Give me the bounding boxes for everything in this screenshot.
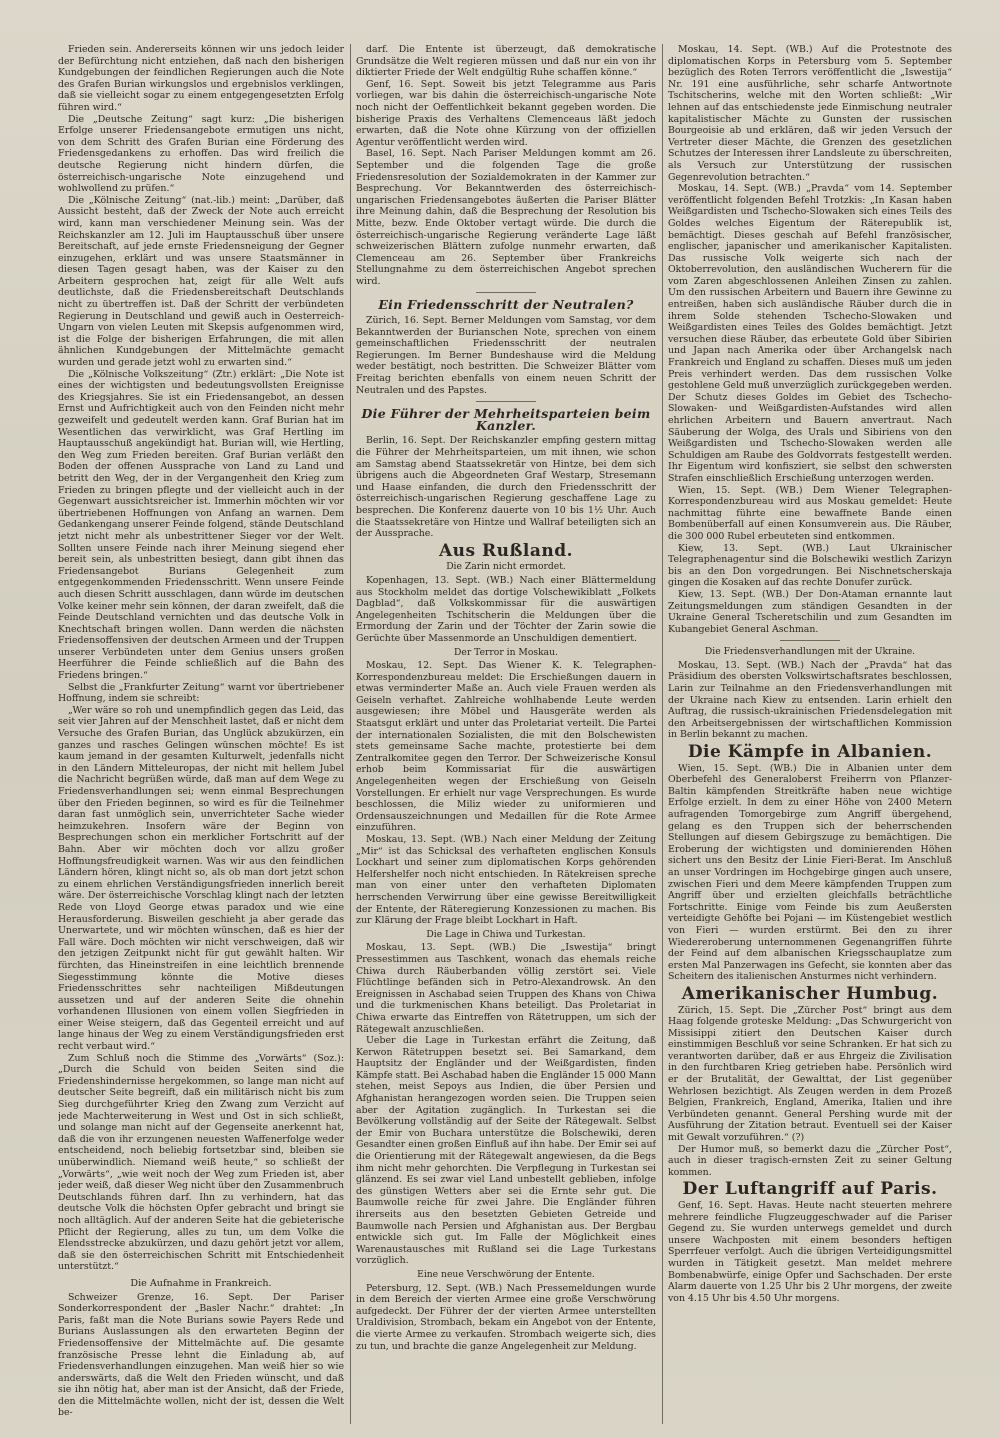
paragraph: Wien, 15. Sept. (WB.) Die in Albanien unter dem Oberbefehl des Generaloberst Freiherrn von Pflanzer-Baltin kämpfenden Streitkräfte haben neue wichtige Erfolge erzielt. In dem zu einer Höhe von 2400 Metern aufragenden Tomorgebirge zum Angriff übergehend, gelang es den Truppen sich der beherrschenden Stellungen auf diesem Gebirgszuge zu bemächtigen. Die Eroberung der wichtigsten und dominierenden Höhen sichert uns den Besitz der Linie Fieri-Berat. Im Anschluß an unser Vordringen im Hochgebirge gingen auch unsere, zwischen Fieri und dem Meere kämpfenden Truppen zum Angriff über und erzielten gleichfalls beträchtliche Fortschritte. Einige vom Feinde bis zum Aeußersten verteidigte Gehöfte bei Pojani — im Küstengebiet westlich von Fieri — wurden erstürmt. Bei den zu ihrer Wiedereroberung unternommenen Gegenangriffen führte der Feind auf dem albanischen Kriegsschauplatze zum ersten Mal Panzerwagen ins Gefecht, sie konnten aber das Scheitern des italienischen Ansturmes nicht verhindern. — [668, 762, 952, 983]
separator — [476, 401, 536, 402]
paragraph: Zürich, 15. Sept. Die „Zürcher Post“ bringt aus dem Haag folgende groteske Meldung: „Das Schwurgericht von Missisippi zitiert den Deutschen Kaiser durch einstimmigen Beschluß vor seine Schranken. Er hat sich zu verantworten darüber, daß er aus Ehrgeiz die Zivilisation in den furchtbaren Krieg getrieben habe. Persönlich wird er der Brutalität, der Gewalttat, der List gegenüber Wehrlosen bezichtigt. Als Zeugen werden in dem Prozeß Belgien, Frankreich, England, Amerika, Italien und ihre Verbündeten genannt. General Pershing wurde mit der Ausführung der Zitation betraut. Eventuell sei der Kaiser mit Gewalt vorzuführen.“ (?) — [668, 1004, 952, 1144]
subheading: Die Zarin nicht ermordet. — [446, 561, 566, 573]
column-right — [668, 44, 952, 1424]
headline: Aus Rußland. — [438, 540, 574, 561]
separator — [476, 292, 536, 293]
paragraph: Kiew, 13. Sept. (WB.) Laut Ukrainischer Telegraphenagentur sind die Bolschewiki westlich Zarizyn bis an den Don vorgedrungen. Bei Nischnetscherskaja gingen die Kosaken auf das rechte Donufer zurück. — [668, 542, 952, 589]
subheading: Die Friedensverhandlungen mit der Ukraine. — [704, 646, 916, 658]
paragraph: Kiew, 13. Sept. (WB.) Der Don-Ataman ernannte laut Zeitungsmeldungen zum ständigen Gesandten in der Ukraine General Tscheretschilin und zum Gesandten im Kubangebiet General Aschman. — [668, 588, 952, 635]
paragraph: Die „Kölnische Zeitung“ (nat.-lib.) meint: „Darüber, daß Aussicht besteht, daß der Zweck der Note auch erreicht wird, kann man verschiedener Meinung sein. Was der Reichskanzler am 12. Juli im Hauptausschuß über unsere Bereitschaft, auf jede ernste Friedensneigung der Gegner einzugehen, erklärt und was unsere Staatsmänner in diesen Tagen gesagt haben, was der Kaiser zu den Arbeitern gesprochen hat, zeigt für alle Welt aufs deutlichste, daß die Friedensbereitschaft Deutschlands nicht zu übertreffen ist. Daß der Schritt der verbündeten Regierung in Deutschland und gewiß auch in Oesterreich-Ungarn von vielen Leuten mit Skepsis aufgenommen wird, ist die Folge der bisherigen Erfahrungen, die mit allen ähnlichen Kundgebungen der Mittelmächte gemacht wurden und gerade jetzt wohl zu erwarten sind.“ — [58, 194, 344, 369]
paragraph: Die „Deutsche Zeitung“ sagt kurz: „Die bisherigen Erfolge unserer Friedensangebote ermutigen uns nicht, von dem Schritt des Grafen Burian eine Förderung des Friedensgedankens zu erhoffen. Das wird freilich die deutsche Regierung nicht hindern dürfen, die österreichisch-ungarische Note einzugehend und wohlwollend zu prüfen.“ — [58, 113, 344, 195]
column-rule — [350, 44, 351, 1424]
paragraph: Genf, 16. Sept. Soweit bis jetzt Telegramme aus Paris vorliegen, war bis dahin die österreichisch-ungarische Note noch nicht der Oeffentlichkeit bekannt gegeben worden. Die bisherige Praxis des Verhaltens Clemenceaus läßt jedoch erwarten, daß die Note ohne Kürzung von der offiziellen Agentur veröffentlicht werden wird. — [356, 78, 656, 148]
paragraph: Zum Schluß noch die Stimme des „Vorwärts“ (Soz.): „Durch die Schuld von beiden Seiten sind die Friedenshindernisse hergekommen, so lange man nicht auf deutscher Seite begreift, daß ein militärisch nicht bis zum Sieg durchgeführter Krieg den Zwang zum Verzicht auf jede Machterweiterung in West und Ost in sich schließt, und solange man nicht auf der Gegenseite anerkennt hat, daß die von ihr erzungenen neuesten Waffenerfolge weder entscheidend, noch beliebig fortsetzbar sind, bleiben sie unüberwindlich. Niemand weiß heute,“ so schließt der „Vorwärts“, „wie weit noch der Weg zum Frieden ist, aber jeder weiß, daß dieser Weg nicht über den Zusammenbruch Deutschlands führen darf. Ihn zu verhindern, hat das deutsche Volk die höchsten Opfer gebracht und bringt sie noch alltäglich. Auf der anderen Seite hat die gebieterische Pflicht der Regierung, alles zu tun, um dem Volke die Elendsstrecke abzukürzen, und dazu gehört jetzt vor allem, daß sie den österreichischen Schritt mit Entschiedenheit unterstützt.“ — [58, 1052, 344, 1273]
paragraph: Der Humor muß, so bemerkt dazu die „Zürcher Post“, auch in dieser tragisch-ernsten Zeit zu seiner Geltung kommen. — [668, 1143, 952, 1178]
paragraph: Ueber die Lage in Turkestan erfährt die Zeitung, daß Kerwon Rätetruppen besetzt sei. Bei Samarkand, dem Hauptsitz der Engländer und der Weißgardisten, finden Kämpfe statt. Bei Aschabad haben die Engländer 15 000 Mann stehen, meist Sepoys aus Indien, die über Persien und Afghanistan herangezogen worden seien. Die Truppen seien aber der Agitation zugänglich. In Turkestan sei die Bevölkerung vollständig auf der Seite der Rätegewalt. Selbst der Emir von Buchara unterstütze die Bolschewiki, deren Gesandter einen großen Einfluß auf ihn habe. Der Emir sei auf die Orientierung mit der Rätegewalt angewiesen, da die Begs ihm nicht mehr gehorchten. Die Verpflegung in Turkestan sei glänzend. Es sei zwar viel Land unbestellt geblieben, infolge des günstigen Wetters aber sei die Ernte sehr gut. Die Baumwolle reiche für zwei Jahre. Die Engländer führen ihrerseits aus den besetzten Gebieten Getreide und Baumwolle nach Persien und Afghanistan aus. Der Bergbau entwickle sich gut. Im Falle der Möglichkeit eines Warenaustausches mit Rußland sei die Lage Turkestans vorzüglich. — [356, 1035, 656, 1267]
paragraph: Moskau, 13. Sept. (WB.) Nach der „Pravda“ hat das Präsidium des obersten Volkswirtschaftsrates beschlossen, Larin zur Teilnahme an den Friedensverhandlungen mit der Ukraine nach Kiew zu entsenden. Larin erhielt den Auftrag, die russisch-ukrainischen Friedensdelegation mit den Arbeitsergebnissen der wirtschaftlichen Kommission in Berlin bekannt zu machen. — [668, 659, 952, 741]
paragraph: Moskau, 13. Sept. (WB.) Nach einer Meldung der Zeitung „Mir“ ist das Schicksal des verhafteten englischen Konsuls Lockhart und seiner zum diplomatischen Korps gehörenden Helfershelfer noch nicht entschieden. In Rätekreisen spreche man von einer unter den verhafteten Diplomaten herrschenden Verwirrung über eine gewisse Bereitwilligkeit der Entente, der Räteregierung Konzessionen zu machen. Bis zur Klärung der Frage bleibt Lockhart in Haft. — [356, 834, 656, 927]
headline: Ein Friedensschritt der Neutralen? — [378, 297, 634, 313]
separator — [780, 640, 840, 641]
subheading: Die Lage in Chiwa und Turkestan. — [426, 928, 586, 940]
paragraph: Moskau, 12. Sept. Das Wiener K. K. Telegraphen-Korrespondenzbureau meldet: Die Erschießungen dauern in etwas verminderter Maße an. Auch viele Frauen werden als Geiseln verhaftet. Zahlreiche wohlhabende Leute werden ausgewiesen; ihre Möbel und Hausgeräte werden als Staatsgut erklärt und unter das Proletariat verteilt. Die Partei der internationalen Sozialisten, die mit den Bolschewisten stets gemeinsame Sache machte, protestierte bei dem Zentralkomitee gegen den Terror. Der Schweizerische Konsul erhob beim Kommissariat für die auswärtigen Angelegenheiten wegen der Erschießung von Geiseln Vorstellungen. Er erhielt nur vage Versprechungen. Es wurde beschlossen, die Miliz wieder zu uniformieren und Ordensauszeichnungen und Medaillen für die Rote Armee einzuführen. — [356, 660, 656, 834]
column-rule — [662, 44, 663, 1424]
subheading: Eine neue Verschwörung der Entente. — [417, 1268, 595, 1280]
paragraph: Moskau, 14. Sept. (WB.) Auf die Protestnote des diplomatischen Korps in Petersburg vom 5. September bezüglich des Roten Terrors veröffentlicht die „Iswestija“ Nr. 191 eine ausführliche, sehr scharfe Antwortnote Tschitscherins, welche mit den Worten schließt: „Wir lehnen auf das entschiedenste jede Einmischung neutraler kapitalistischer Mächte zu Gunsten der russischen Bourgeoisie ab und erklären, daß wir jeden Versuch der Vertreter dieser Mächte, die Grenzen des gesetzlichen Schutzes der Interessen ihrer Landsleute zu überschreiten, als Versuch zur Unterstützung der russischen Gegenrevolution betrachten.“ — [668, 44, 952, 183]
paragraph: Kopenhagen, 13. Sept. (WB.) Nach einer Blättermeldung aus Stockholm meldet das dortige Volschewikiblatt „Folkets Dagblad“, daß Volkskommissar für die auswärtigen Angelegenheiten Tschitscherin die Meldungen über die Ermordung der Zarin und der Töchter der Zarin sowie die Gerüchte über Massenmorde an Unschuldigen dementiert. — [356, 574, 656, 644]
headline: Der Luftangriff auf Paris. — [682, 1179, 938, 1200]
column-middle — [356, 44, 656, 1424]
paragraph: darf. Die Entente ist überzeugt, daß demokratische Grundsätze die Welt regieren müssen und daß nur ein von ihr diktierter Friede der Welt endgültig Ruhe schaffen könne.“ — [356, 44, 656, 79]
paragraph: Die „Kölnische Volkszeitung“ (Ztr.) erklärt: „Die Note ist eines der wichtigsten und bedeutungsvollsten Ereignisse des Kriegsjahres. Sie ist ein Friedensangebot, an dessen Ernst und Aufrichtigkeit auch von den Feinden nicht mehr gezweifelt und gedeutelt werden kann. Graf Burian hat im Wesentlichen das verwirklicht, was Graf Hertling im Hauptausschuß angekündigt hat. Burian will, wie Hertling, den Weg zum Frieden bereiten. Graf Burian verläßt den Boden der offenen Aussprache von Land zu Land und betritt den Weg, der in der Vergangenheit den Krieg zum Frieden zu bringen pflegte und der vielleicht auch in der Gegenwart aussichtsreicher ist. Immerhin möchten wir vor übertriebenen Hoffnungen von Anfang an warnen. Dem Gedankengang unserer Feinde folgend, stände Deutschland jetzt nicht mehr als unbestrittener Sieger vor der Welt. Sollten unsere Feinde nach ihrer Meinung siegend eher bereit sein, als unbestritten besiegt, dann gibt ihnen das Friedensangebot Burians Gelegenheit zum entgegenkommenden Friedensschritt. Wenn unsere Feinde auch diesen Schritt ausschlagen, dann würde im deutschen Volke keiner mehr sein können, der daran zweifelt, daß die Feinde Deutschland vernichten und das deutsche Volk in Knechtschaft bringen wollen. Dann werden die nächsten Friedensoffensiven der deutschen Armeen und der Truppen unserer Verbündeten unter dem Genius unsers großen Heerführer die Feinde schließlich auf die Bahn des Friedens bringen.“ — [58, 368, 344, 682]
subheading: Der Terror in Moskau. — [454, 646, 558, 658]
paragraph: Moskau, 14. Sept. (WB.) „Pravda“ vom 14. September veröffentlicht folgenden Befehl Trotzkis: „In Kasan haben Weißgardisten und Tschecho-Slowaken sich eines Teils des Goldes welches Eigentum der Räterepublik ist, bemächtigt. Dieses geschah auf Befehl französischer, englischer, japanischer und amerikanischer Kapitalisten. Das russische Volk weigerte sich nach der Oktoberrevolution, den ausländischen Wucherern für die vom Zaren abgeschlossenen Anleihen Zinsen zu zahlen. Um den russischen Arbeitern und Bauern ihre Gewinne zu entreißen, haben sich ausländische Räuber durch die in ihrem Solde stehenden Tschecho-Slowaken und Weißgardisten eines Teiles des Goldes bemächtigt. Jetzt versuchen diese Räuber, das erbeutete Gold über Sibirien und Japan nach Amerika oder über Archangelsk nach Frankreich und England zu schaffen. Dieses muß um jeden Preis verhindert werden. Das dem russischen Volke gestohlene Geld muß unverzüglich zurückgegeben werden. Der Schutz dieses Goldes im Gebiet des Tschecho-Slowaken- und Weißgardisten-Aufstandes wird allen ehrlichen Arbeitern und Bauern anvertraut. Nach Säuberung der Wolga, des Urals und Sibiriens von den Weißgardisten und Tschecho-Slowaken werden alle Schuldigen am Raube des Goldvorrats festgestellt werden. Ihr Eigentum wird konfisziert, sie selbst den schwersten Strafen einschließlich Erschießung unterzogen werden. — [668, 183, 952, 484]
paragraph: „Wer wäre so roh und unempfindlich gegen das Leid, das seit vier Jahren auf der Menschheit lastet, daß er nicht dem Versuche des Grafen Burian, das Unglück abzukürzen, ein ganzes und rasches Gelingen wünschen möchte! Es ist kaum jemand in der gesamten Kulturwelt, jedenfalls nicht in den Ländern Mitteleuropas, der nicht mit hellem Jubel die Nachricht begrüßen würde, daß man auf dem Wege zu Friedensverhandlungen sei; wenn einmal Besprechungen über den Frieden beginnen, so wird es für die Teilnehmer daran fast unmöglich sein, unverrichteter Sache wieder heimzukehren. Insofern wäre der Beginn von Besprechungen schon ein merklicher Fortschritt auf der Bahn. Aber wir möchten doch vor allzu großer Hoffnungsfreudigkeit warnen. Was wir aus den feindlichen Ländern hören, klingt nicht so, als ob man dort jetzt schon zu einem ehrlichen Verständigungsfrieden innerlich bereit wäre. Der österreichische Vorschlag klingt nach der letzten Rede von Lloyd George etwas paradox und wie eine Herausforderung. Bisweilen geschieht ja aber gerade das Unerwartete, und wir möchten wünschen, daß es hier der Fall wäre. Doch möchten wir nicht verschweigen, daß wir den jetzigen Zeitpunkt nicht für gut gewählt halten. Wir fürchten, das Hineinstreifen in eine leichtlich brennende Siegesstimmung könnte die Motive dieses Friedensschrittes sehr nachteiligen Mißdeutungen aussetzen und auf der anderen Seite die ohnehin vorhandenen Illusionen von einem vollen Siegfrieden in einer Weise steigern, daß das Gegenteil erreicht und auf lange hinaus der Weg zu einem Verständigungsfrieden erst recht verbaut wird.“ — [58, 704, 344, 1053]
paragraph: Genf, 16. Sept. Havas. Heute nacht steuerten mehrere mehrere feindliche Flugzeuggeschwader auf die Pariser Gegend zu. Sie wurden unterwegs gemeldet und durch unsere Wachposten mit einem besonders heftigen Sperrfeuer verfolgt. Auch die übrigen Verteidigungsmittel wurden in Tätigkeit gesetzt. Man meldet mehrere Bombenabwürfe, einige Opfer und Sachschaden. Der erste Alarm dauerte von 1.25 Uhr bis 2 Uhr morgens, der zweite von 4.15 Uhr bis 4.50 Uhr morgens. — [668, 1200, 952, 1304]
paragraph: Selbst die „Frankfurter Zeitung“ warnt vor übertriebener Hoffnung, indem sie schreibt: — [58, 681, 344, 705]
paragraph: Frieden sein. Andererseits können wir uns jedoch leider der Befürchtung nicht entziehen, daß nach den bisherigen Kundgebungen der feindlichen Regierungen auch die Note des Grafen Burian wirkungslos und ergebnislos verklingen, daß sie vielleicht sogar zu einem entgegengesetzten Erfolg führen wird.“ — [58, 44, 344, 113]
paragraph: Petersburg, 12. Sept. (WB.) Nach Pressemeldungen wurde in dem Bereich der vierten Armee eine große Verschwörung aufgedeckt. Der Führer der der vierten Armee unterstellten Uraldivision, Strombach, bekam ein Angebot von der Entente, die vierte Armee zu verkaufen. Strombach weigerte sich, dies zu tun, und brachte die ganze Angelegenheit zur Meldung. — [356, 1282, 656, 1352]
headline: Die Führer der Mehrheitsparteien beim Kanzler. — [361, 406, 651, 433]
section-heading: Die Aufnahme in Frankreich. — [130, 1277, 272, 1289]
column-left — [58, 44, 344, 1424]
paragraph: Basel, 16. Sept. Nach Pariser Meldungen kommt am 26. September und die folgenden Tage die große Friedensresolution der Sozialdemokraten in der Kammer zur Besprechung. Vor Bekanntwerden des österreichisch-ungarischen Friedensangebotes äußerten die Pariser Blätter ihre Meinung dahin, daß die Besprechung der Resolution bis Mitte, bezw. Ende Oktober vertagt würde. Die durch die österreichisch-ungarische Regierung veränderte Lage läßt schweizerischen Blättern zufolge nunmehr erwarten, daß Clemenceau am 26. September über Frankreichs Stellungnahme zu dem österreichischen Angebot sprechen wird. — [356, 148, 656, 287]
paragraph: Schweizer Grenze, 16. Sept. Der Pariser Sonderkorrespondent der „Basler Nachr.“ drahtet: „In Paris, faßt man die Note Burians sowie Payers Rede und Burians Auslassungen als den erwarteten Beginn der Friedensoffensive der Mittelmächte auf. Die gesamte französische Presse lehnt die Einladung ab, auf Friedensverhandlungen einzugehen. Man weiß hier so wie anderswärts, daß die Welt den Frieden wünscht, und daß sie ihn nötig hat, aber man ist der Ansicht, daß der Friede, den die Mittelmächte wollen, nicht der ist, dessen die Welt be- — [58, 1291, 344, 1419]
paragraph: Moskau, 13. Sept. (WB.) Die „Iswestija“ bringt Pressestimmen aus Taschkent, wonach das ehemals reiche Chiwa durch Räuberbanden völlig zerstört sei. Viele Flüchtlinge befänden sich in Petro-Alexandrowsk. An den Ereignissen in Aschabad seien Truppen des Khans von Chiwa und die turkmenischen Khans beteiligt. Das Proletariat in Chiwa erwarte das Eintreffen von Rätetruppen, um sich der Rätegewalt anzuschließen. — [356, 942, 656, 1035]
headline: Die Kämpfe in Albanien. — [687, 742, 933, 763]
paragraph: Berlin, 16. Sept. Der Reichskanzler empfing gestern mittag die Führer der Mehrheitsparteien, um mit ihnen, wie schon am Samstag abend Staatssekretär von Hintze, bei dem sich übrigens auch die Abgeordneten Graf Westarp, Stresemann und Haase einfanden, die durch den Friedensschritt der österreichisch-ungarischen Regierung geschaffene Lage zu besprechen. Die Konferenz dauerte von 10 bis 1½ Uhr. Auch die Staatssekretäre von Hintze und Wallraf beteiligten sich an der Aussprache. — [356, 435, 656, 540]
headline: Amerikanischer Humbug. — [681, 983, 939, 1004]
paragraph: Zürich, 16. Sept. Berner Meldungen vom Samstag, vor dem Bekanntwerden der Burianschen Note, sprechen von einem gemeinschaftlichen Friedensschritt der neutralen Regierungen. Im Berner Bundeshause wird die Meldung weder bestätigt, noch bestritten. Die Schweizer Blätter vom Freitag berichten ebenfalls von einem neuen Schritt der Neutralen und des Papstes. — [356, 315, 656, 396]
paragraph: Wien, 15. Sept. (WB.) Dem Wiener Telegraphen-Korrespondenzbureau wird aus Moskau gemeldet: Heute nachmittag führte eine bewaffnete Bande einen Bombenüberfall auf einen Konsumverein aus. Die Räuber, die 300 000 Rubel erbeuteten sind entkommen. — [668, 484, 952, 542]
